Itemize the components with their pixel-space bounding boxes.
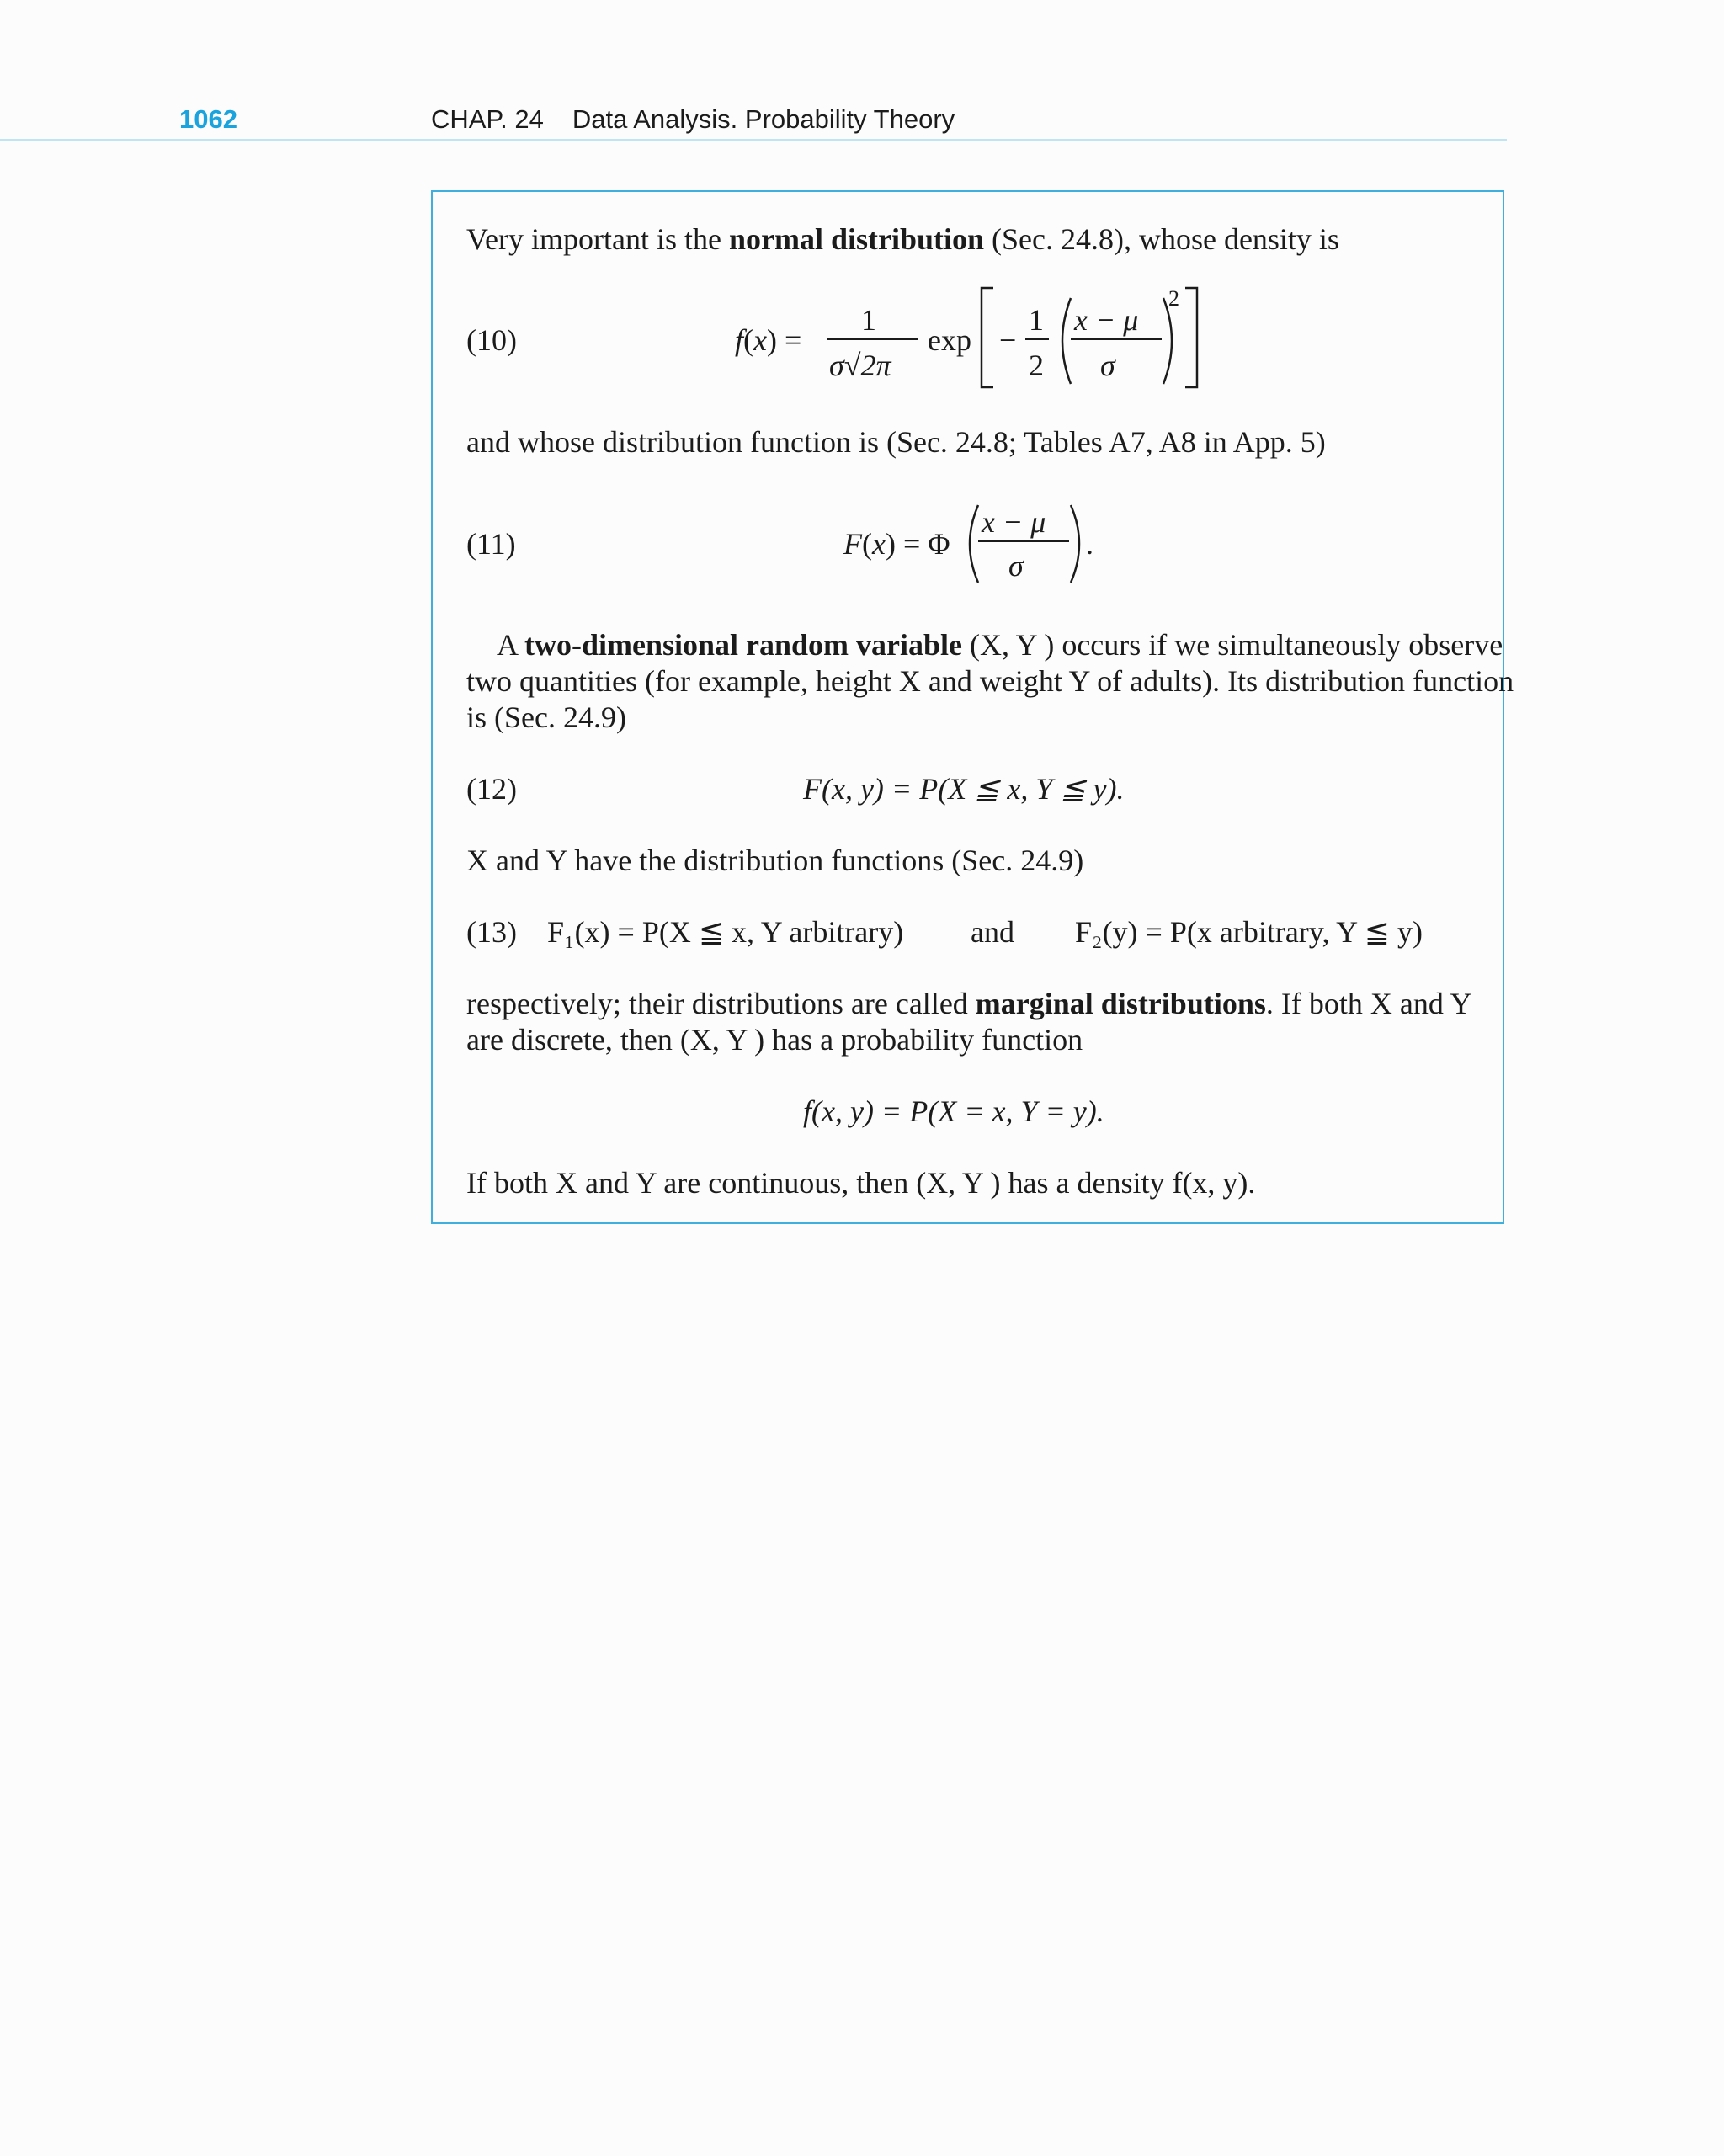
normal-dist-intro [466, 224, 1339, 254]
eq11-denominator: σ [1008, 549, 1024, 583]
two-dim-line1-rest: (X, Y ) occurs if we simultaneously observe [962, 628, 1503, 662]
continuous-sentence: If both X and Y are continuous, then (X, Y ) has a density f(x, y). [466, 1166, 1256, 1200]
two-dim-line1 [497, 630, 1503, 660]
term-marginal-distributions: marginal distributions [975, 987, 1266, 1020]
eq10-half-bar [1025, 338, 1049, 340]
eq11-numerator: x − μ [982, 505, 1046, 539]
chapter-label: CHAP. 24 [431, 104, 544, 134]
dist-fn-sentence: and whose distribution function is (Sec. 24.8; Tables A7, A8 in App. 5) [466, 425, 1326, 459]
eq13-right: F₂(y) = P(x arbitrary, Y ≦ y) [1075, 915, 1423, 949]
eq13-number: (13) [466, 915, 517, 949]
eq11-period: . [1086, 527, 1093, 561]
eq10-power: 2 [1168, 286, 1179, 311]
eq13-and: and [971, 915, 1014, 949]
eq10-inner-numerator: x − μ [1074, 303, 1139, 337]
eq10-inner-denominator: σ [1100, 349, 1115, 382]
marginal-line2: are discrete, then (X, Y ) has a probability function [466, 1023, 1083, 1057]
eq10-left-bracket [978, 286, 997, 391]
probability-function: f(x, y) = P(X = x, Y = y). [803, 1094, 1104, 1128]
marginal-intro: X and Y have the distribution functions (Sec. 24.9) [466, 844, 1084, 877]
eq13-left: F₁(x) = P(X ≦ x, Y arbitrary) [547, 915, 904, 949]
equation-12: F(x, y) = P(X ≦ x, Y ≦ y). [803, 772, 1125, 806]
term-two-dim-random-variable: two-dimensional random variable [524, 628, 963, 662]
eq11-number: (11) [466, 527, 516, 561]
eq10-fraction-bar [827, 338, 918, 340]
eq11-fraction-bar [978, 540, 1069, 542]
eq10-exp: exp [928, 323, 971, 357]
eq10-lhs: f(x) = [735, 323, 802, 357]
marginal-line1-before: respectively; their distributions are called [466, 987, 976, 1020]
eq10-half-numerator: 1 [1029, 303, 1044, 337]
page-number: 1062 [179, 104, 237, 134]
running-head [431, 104, 955, 135]
eq11-left-paren [960, 503, 982, 584]
two-dim-line2: two quantities (for example, height X and weight Y of adults). Its distribution function [466, 664, 1514, 698]
eq10-inner-bar [1071, 338, 1162, 340]
intro-text-before: Very important is the [466, 222, 729, 256]
eq12-number: (12) [466, 772, 517, 806]
eq10-numerator: 1 [861, 303, 876, 337]
marginal-line1 [466, 988, 1471, 1019]
eq10-denominator: σ√2π [829, 349, 891, 382]
eq10-half-denominator: 2 [1029, 349, 1044, 382]
two-dim-a: A [497, 628, 525, 662]
chapter-title: Data Analysis. Probability Theory [572, 104, 955, 134]
header-rule [0, 139, 1507, 141]
eq10-right-bracket [1182, 286, 1200, 391]
eq10-number: (10) [466, 323, 517, 357]
eq11-lhs: F(x) = Φ [843, 527, 950, 561]
term-normal-distribution: normal distribution [728, 222, 984, 256]
eq10-minus: − [999, 323, 1017, 357]
intro-text-after: (Sec. 24.8), whose density is [984, 222, 1339, 256]
two-dim-line3: is (Sec. 24.9) [466, 700, 626, 734]
marginal-line1-after: . If both X and Y [1265, 987, 1472, 1020]
eq10-left-paren [1052, 296, 1074, 386]
